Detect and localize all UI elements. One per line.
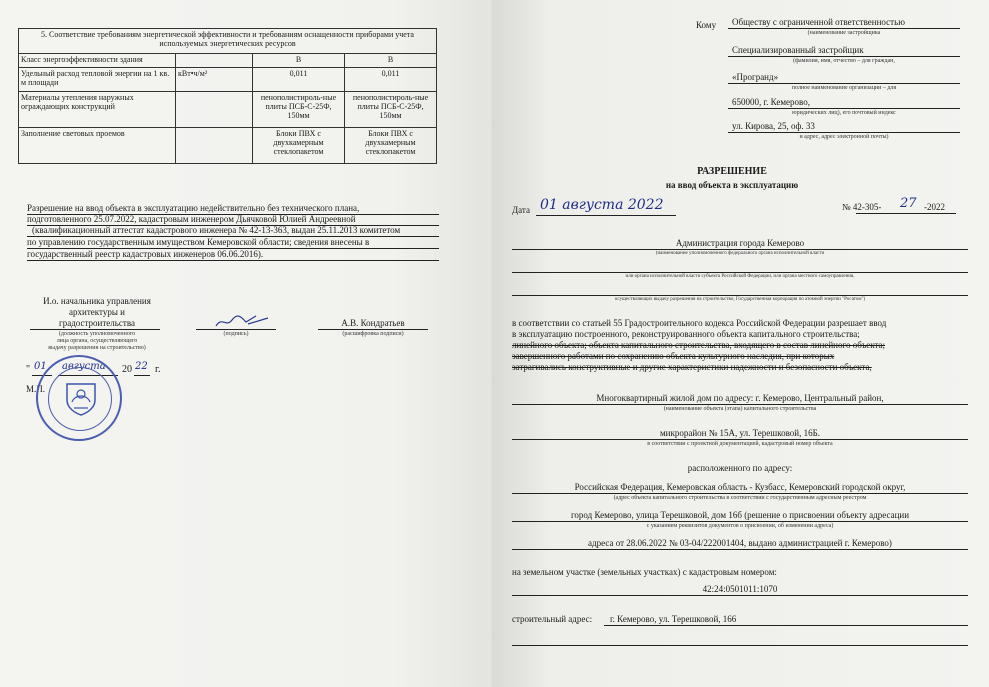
- year-prefix: 20: [122, 364, 132, 375]
- recipient-org-line: Специализированный застройщик: [732, 45, 864, 55]
- row-unit: [176, 92, 253, 128]
- row-design-value: Блоки ПВХ с двухкамерным стеклопакетом: [253, 128, 345, 164]
- permit-date: 01 августа 2022: [540, 197, 664, 213]
- energy-efficiency-table: [18, 28, 437, 164]
- signatory-position-line: архитектуры и: [69, 307, 125, 317]
- object-caption: (наименование объекта (этапа) капитального строительства: [663, 406, 817, 412]
- legal-line-struck: линейного объекта; объекта капитального строительства, входящего в состав линейного объекта;: [512, 340, 886, 350]
- permit-number-suffix: -2022: [924, 202, 945, 212]
- note-line: государственный реестр кадастровых инженеров 06.06.2016).: [27, 249, 264, 259]
- row-design-value: B: [253, 54, 345, 68]
- authority-caption: или органа исполнительной власти субъекта Российской Федерации, или органа местного самоуправления,: [625, 274, 855, 279]
- recipient-address-line: 650000, г. Кемерово,: [732, 97, 810, 107]
- note-line: Разрешение на ввод объекта в эксплуатацию недействительно без технического плана,: [27, 203, 360, 213]
- table-row: [19, 128, 437, 164]
- authority-caption: осуществляющих выдачу разрешения на строительство, Государственная корпорация по атомной энергии "Росатом"): [614, 297, 866, 302]
- document-title: РАЗРЕШЕНИЕ: [697, 166, 767, 177]
- recipient-caption: юридических лиц), его почтовый индекс: [792, 110, 896, 116]
- note-line: подготовленного 25.07.2022, кадастровым инженером Дьячковой Юлией Андреевной: [27, 214, 356, 224]
- recipient-address-line: ул. Кирова, 25, оф. 33: [732, 121, 815, 131]
- legal-line: в эксплуатацию построенного, реконструированного объекта капитального строительства;: [512, 329, 860, 339]
- signature-date-day: 01: [34, 361, 47, 372]
- official-seal-stamp: [36, 355, 122, 441]
- permit-number-handwritten: 27: [900, 196, 917, 211]
- row-label: Класс энергоэффективности здания: [19, 54, 176, 68]
- row-label: Заполнение световых проемов: [19, 128, 176, 164]
- coat-of-arms-icon: [65, 382, 97, 416]
- address-line: Российская Федерация, Кемеровская область - Кузбасс, Кемеровский городской округ,: [574, 482, 906, 492]
- recipient-org-line: «Програнд»: [732, 72, 779, 82]
- row-actual-value: 0,011: [345, 68, 437, 92]
- date-label: Дата: [512, 205, 530, 215]
- note-line: (квалификационный аттестат кадастрового инженера № 42-13-363, выдан 25.11.2013 комитетом: [32, 225, 401, 235]
- row-label: Материалы утепления наружных ограждающих конструкций: [19, 92, 176, 128]
- table-row: [19, 54, 437, 68]
- table-row: [19, 68, 437, 92]
- signatory-name: А.В. Кондратьев: [341, 318, 405, 328]
- recipient-org-line: Обществу с ограниченной ответственностью: [732, 17, 905, 27]
- row-unit: кВт•ч/м²: [176, 68, 253, 92]
- object-line: микрорайон № 15А, ул. Терешковой, 16Б.: [659, 428, 821, 438]
- address-line: адреса от 28.06.2022 № 03-04/222001404, выдано администрацией г. Кемерово): [588, 538, 892, 548]
- signature-caption: (подпись): [223, 331, 249, 337]
- recipient-label: Кому: [696, 20, 717, 30]
- row-actual-value: B: [345, 54, 437, 68]
- address-caption: с указанием реквизитов документов о присвоении, об изменении адреса): [646, 523, 834, 529]
- table-section-title: 5. Соответствие требованиям энергетической эффективности и требованиям оснащенности приборами учета используемых энергетических ресурсов: [19, 29, 437, 54]
- table-row: [19, 92, 437, 128]
- row-design-value: 0,011: [253, 68, 345, 92]
- permit-number-prefix: № 42-305-: [842, 202, 882, 212]
- row-design-value: пенополистироль-ные плиты ПСБ-С-25Ф, 150мм: [253, 92, 345, 128]
- signatory-position-line: градостроительства: [59, 318, 135, 328]
- handwritten-signature: [212, 312, 272, 330]
- name-caption: (расшифровка подписи): [342, 331, 404, 337]
- address-caption: (адрес объекта капитального строительства в соответствии с государственным адресным реестром: [613, 495, 867, 501]
- note-line: по управлению государственным имуществом Кемеровской области; сведения внесены в: [27, 237, 370, 247]
- row-unit: [176, 128, 253, 164]
- legal-line-struck: завершенного работами по сохранению объекта культурного наследия, при которых: [512, 351, 835, 361]
- object-line: Многоквартирный жилой дом по адресу: г. Кемерово, Центральный район,: [596, 393, 884, 403]
- recipient-caption: и адрес, адрес электронной почты): [799, 134, 889, 140]
- build-address-value: г. Кемерово, ул. Терешковой, 166: [610, 614, 737, 624]
- signature-date-month: августа: [62, 361, 106, 372]
- object-caption: в соответствии с проектной документацией, кадастровый номер объекта: [647, 441, 833, 447]
- cadastral-number: 42:24:0501011:1070: [702, 584, 778, 594]
- recipient-caption: (фамилия, имя, отчество – для граждан,: [793, 58, 895, 64]
- row-actual-value: пенополистироль-ные плиты ПСБ-С-25Ф, 150мм: [345, 92, 437, 128]
- signatory-position-line: И.о. начальника управления: [43, 296, 151, 306]
- position-caption: лица органа, осуществляющего: [56, 338, 138, 344]
- table-title-row: [19, 29, 437, 54]
- row-label: Удельный расход тепловой энергии на 1 кв. м площади: [19, 68, 176, 92]
- located-label: расположенного по адресу:: [687, 463, 793, 473]
- legal-line-struck: затрагивались конструктивные и другие характеристики надежности и безопасности объекта,: [512, 362, 872, 372]
- year-suffix: 22: [135, 361, 148, 372]
- row-unit: [176, 54, 253, 68]
- recipient-caption: (наименование застройщика: [807, 30, 881, 36]
- date-open-quote: ": [26, 364, 31, 375]
- document-subtitle: на ввод объекта в эксплуатацию: [665, 180, 799, 190]
- year-end: г.: [155, 364, 161, 375]
- land-label: на земельном участке (земельных участках) с кадастровым номером:: [512, 567, 777, 577]
- build-address-label: строительный адрес:: [512, 614, 593, 624]
- position-caption: (должность уполномоченного: [58, 331, 136, 337]
- document-page-left: [0, 0, 492, 687]
- recipient-caption: полное наименование организации – для: [791, 85, 897, 91]
- authority-name: Администрация города Кемерово: [675, 238, 805, 248]
- address-line: город Кемерово, улица Терешковой, дом 16б (решение о присвоении объекту адресации: [570, 510, 910, 520]
- authority-caption: (наименование уполномоченного федерального органа исполнительной власти: [655, 251, 825, 256]
- row-actual-value: Блоки ПВХ с двухкамерным стеклопакетом: [345, 128, 437, 164]
- document-page-right: [492, 0, 989, 687]
- legal-line: в соответствии со статьей 55 Градостроительного кодекса Российской Федерации разрешает ввод: [512, 318, 887, 328]
- seal-place-mark: М.П.: [26, 384, 46, 394]
- position-caption: выдачу разрешения на строительство): [48, 345, 146, 351]
